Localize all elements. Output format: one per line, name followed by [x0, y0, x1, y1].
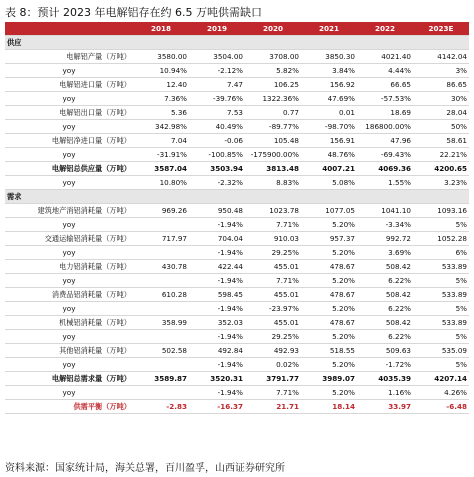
table-row: [5, 232, 469, 246]
table-cell: -1.94%: [189, 302, 245, 316]
table-row: [5, 134, 469, 148]
table-cell: [133, 246, 189, 260]
table-cell: 3503.94: [189, 162, 245, 176]
yoy-row: [5, 218, 469, 232]
row-label: 交通运输铝消耗量（万吨）: [5, 232, 133, 246]
table-cell: -31.91%: [133, 148, 189, 162]
table-cell: 7.71%: [245, 274, 301, 288]
table-cell: 478.67: [301, 288, 357, 302]
table-cell: [357, 190, 413, 204]
table-cell: 7.47: [189, 78, 245, 92]
table-cell: 8.83%: [245, 176, 301, 190]
table-cell: 455.01: [245, 260, 301, 274]
header-year: 2023E: [413, 22, 469, 36]
table-cell: 7.71%: [245, 386, 301, 400]
table-row: [5, 162, 469, 176]
table-cell: 969.26: [133, 204, 189, 218]
table-cell: 50%: [413, 120, 469, 134]
table-cell: 5.20%: [301, 246, 357, 260]
header-year: 2020: [245, 22, 301, 36]
yoy-row: [5, 120, 469, 134]
table-cell: 4142.04: [413, 50, 469, 64]
table-cell: 1052.28: [413, 232, 469, 246]
table-cell: 86.65: [413, 78, 469, 92]
row-label: 供需平衡（万吨）: [5, 400, 133, 414]
table-cell: 66.65: [357, 78, 413, 92]
yoy-row: [5, 358, 469, 372]
yoy-row: [5, 330, 469, 344]
table-cell: -23.97%: [245, 302, 301, 316]
table-cell: 5.20%: [301, 274, 357, 288]
table-row: [5, 344, 469, 358]
table-cell: 5.20%: [301, 386, 357, 400]
table-cell: 156.92: [301, 78, 357, 92]
header-label: [5, 22, 133, 36]
table-cell: 6.22%: [357, 330, 413, 344]
table-cell: -0.06: [189, 134, 245, 148]
yoy-row: [5, 176, 469, 190]
table-cell: 1077.05: [301, 204, 357, 218]
row-label: 机械铝消耗量（万吨）: [5, 316, 133, 330]
table-cell: 5%: [413, 330, 469, 344]
table-cell: 1322.36%: [245, 92, 301, 106]
table-cell: -6.48: [413, 400, 469, 414]
table-row: [5, 288, 469, 302]
row-label: 建筑地产消铝消耗量（万吨）: [5, 204, 133, 218]
table-cell: -1.94%: [189, 386, 245, 400]
row-label: yoy: [5, 92, 133, 106]
row-label: yoy: [5, 120, 133, 134]
yoy-row: [5, 302, 469, 316]
table-cell: 5.36: [133, 106, 189, 120]
table-cell: 533.89: [413, 316, 469, 330]
table-title: 表 8：预计 2023 年电解铝存在约 6.5 万吨供需缺口: [5, 6, 262, 19]
table-cell: 358.99: [133, 316, 189, 330]
row-label: yoy: [5, 64, 133, 78]
table-cell: -2.83: [133, 400, 189, 414]
table-cell: 106.25: [245, 78, 301, 92]
table-row: [5, 78, 469, 92]
row-label: yoy: [5, 358, 133, 372]
yoy-row: [5, 386, 469, 400]
table-cell: 4021.40: [357, 50, 413, 64]
table-cell: 33.97: [357, 400, 413, 414]
table-cell: [133, 274, 189, 288]
table-cell: 3589.87: [133, 372, 189, 386]
table-cell: 3520.31: [189, 372, 245, 386]
row-label: yoy: [5, 218, 133, 232]
table-cell: -100.85%: [189, 148, 245, 162]
table-cell: 18.69: [357, 106, 413, 120]
table-cell: [301, 36, 357, 50]
row-label: yoy: [5, 274, 133, 288]
table-cell: [245, 190, 301, 204]
table-cell: -57.53%: [357, 92, 413, 106]
table-cell: 508.42: [357, 288, 413, 302]
table-cell: 478.67: [301, 316, 357, 330]
table-cell: 47.96: [357, 134, 413, 148]
table-body: [5, 36, 469, 414]
table-cell: 6.22%: [357, 302, 413, 316]
table-row: [5, 204, 469, 218]
table-cell: -3.34%: [357, 218, 413, 232]
table-cell: 30%: [413, 92, 469, 106]
table-cell: 186800.00%: [357, 120, 413, 134]
row-label: 电力铝消耗量（万吨）: [5, 260, 133, 274]
table-cell: [133, 36, 189, 50]
table-cell: 4007.21: [301, 162, 357, 176]
table-cell: 10.80%: [133, 176, 189, 190]
table-cell: 533.89: [413, 288, 469, 302]
table-cell: 5%: [413, 274, 469, 288]
table-cell: 47.69%: [301, 92, 357, 106]
header-year: 2019: [189, 22, 245, 36]
table-cell: 10.94%: [133, 64, 189, 78]
table-cell: 950.48: [189, 204, 245, 218]
table-cell: 3587.04: [133, 162, 189, 176]
table-cell: 1.55%: [357, 176, 413, 190]
table-cell: 1.16%: [357, 386, 413, 400]
table-cell: [189, 36, 245, 50]
row-label: yoy: [5, 302, 133, 316]
table-cell: [133, 302, 189, 316]
table-cell: -1.72%: [357, 358, 413, 372]
table-cell: -2.12%: [189, 64, 245, 78]
section-row: [5, 190, 469, 204]
table-cell: 3%: [413, 64, 469, 78]
table-cell: [357, 36, 413, 50]
table-cell: 5.08%: [301, 176, 357, 190]
table-cell: 5.20%: [301, 330, 357, 344]
section-row: [5, 36, 469, 50]
table-cell: -2.32%: [189, 176, 245, 190]
table-cell: 1093.16: [413, 204, 469, 218]
table-cell: 0.01: [301, 106, 357, 120]
table-cell: 430.78: [133, 260, 189, 274]
table-cell: [189, 190, 245, 204]
row-label: 需求: [5, 190, 133, 204]
table-cell: 4.26%: [413, 386, 469, 400]
table-cell: 7.04: [133, 134, 189, 148]
table-cell: 957.37: [301, 232, 357, 246]
table-cell: 1041.10: [357, 204, 413, 218]
table-cell: 3989.07: [301, 372, 357, 386]
table-cell: 704.04: [189, 232, 245, 246]
table-cell: 4.44%: [357, 64, 413, 78]
row-label: 电解铝产量（万吨）: [5, 50, 133, 64]
table-cell: 455.01: [245, 316, 301, 330]
table-cell: 492.84: [189, 344, 245, 358]
row-label: yoy: [5, 176, 133, 190]
table-cell: 29.25%: [245, 246, 301, 260]
row-label: 电解铝总需求量（万吨）: [5, 372, 133, 386]
table-cell: [133, 190, 189, 204]
table-cell: 598.45: [189, 288, 245, 302]
table-cell: 4207.14: [413, 372, 469, 386]
table-cell: [413, 190, 469, 204]
yoy-row: [5, 64, 469, 78]
row-label: 电解铝进口量（万吨）: [5, 78, 133, 92]
yoy-row: [5, 92, 469, 106]
table-cell: 40.49%: [189, 120, 245, 134]
table-cell: 12.40: [133, 78, 189, 92]
table-cell: -16.37: [189, 400, 245, 414]
table-row: [5, 372, 469, 386]
row-label: yoy: [5, 330, 133, 344]
table-cell: 342.98%: [133, 120, 189, 134]
row-label: yoy: [5, 148, 133, 162]
table-cell: 3708.00: [245, 50, 301, 64]
table-cell: 18.14: [301, 400, 357, 414]
table-cell: 508.42: [357, 316, 413, 330]
table-cell: 533.89: [413, 260, 469, 274]
table-cell: 535.09: [413, 344, 469, 358]
source-note: 资料来源：国家统计局，海关总署，百川盈孚，山西证券研究所: [5, 463, 285, 474]
header-row: [5, 22, 469, 36]
table-cell: 717.97: [133, 232, 189, 246]
table-cell: 7.71%: [245, 218, 301, 232]
table-cell: 105.48: [245, 134, 301, 148]
row-label: 电解铝总供应量（万吨）: [5, 162, 133, 176]
table-cell: 3791.77: [245, 372, 301, 386]
table-row: [5, 260, 469, 274]
table-cell: 156.91: [301, 134, 357, 148]
table-row: [5, 106, 469, 120]
table-cell: 5.82%: [245, 64, 301, 78]
row-label: 消费品铝消耗量（万吨）: [5, 288, 133, 302]
table-cell: -1.94%: [189, 246, 245, 260]
row-label: 供应: [5, 36, 133, 50]
row-label: 电解铝出口量（万吨）: [5, 106, 133, 120]
table-cell: [301, 190, 357, 204]
table-cell: 3.84%: [301, 64, 357, 78]
table-cell: 4069.36: [357, 162, 413, 176]
table-cell: 5%: [413, 302, 469, 316]
table-cell: 509.63: [357, 344, 413, 358]
table-cell: 518.55: [301, 344, 357, 358]
table-cell: -1.94%: [189, 358, 245, 372]
row-label: 电解铝净进口量（万吨）: [5, 134, 133, 148]
header-year: 2022: [357, 22, 413, 36]
table-cell: [413, 36, 469, 50]
table-cell: 3.69%: [357, 246, 413, 260]
table-cell: 422.44: [189, 260, 245, 274]
yoy-row: [5, 274, 469, 288]
header-year: 2018: [133, 22, 189, 36]
table-cell: 0.02%: [245, 358, 301, 372]
table-cell: 5%: [413, 218, 469, 232]
table-cell: [133, 358, 189, 372]
table-cell: 22.21%: [413, 148, 469, 162]
table-cell: 3850.30: [301, 50, 357, 64]
table-cell: 5%: [413, 358, 469, 372]
row-label: yoy: [5, 386, 133, 400]
table-cell: 502.58: [133, 344, 189, 358]
table-cell: 0.77: [245, 106, 301, 120]
table-cell: 5.20%: [301, 218, 357, 232]
table-cell: 7.53: [189, 106, 245, 120]
table-cell: 3813.48: [245, 162, 301, 176]
table-cell: 455.01: [245, 288, 301, 302]
table-cell: [133, 218, 189, 232]
table-cell: 4035.39: [357, 372, 413, 386]
table-cell: -98.70%: [301, 120, 357, 134]
table-cell: 3504.00: [189, 50, 245, 64]
table-cell: 610.28: [133, 288, 189, 302]
supply-demand-table: [5, 22, 469, 414]
row-label: yoy: [5, 246, 133, 260]
table-cell: 5.20%: [301, 302, 357, 316]
table-row: [5, 50, 469, 64]
table-cell: -1.94%: [189, 218, 245, 232]
yoy-row: [5, 148, 469, 162]
table-cell: -69.43%: [357, 148, 413, 162]
table-cell: 6.22%: [357, 274, 413, 288]
table-cell: 478.67: [301, 260, 357, 274]
table-cell: 3580.00: [133, 50, 189, 64]
table-cell: -175900.00%: [245, 148, 301, 162]
table-row: [5, 400, 469, 414]
table-cell: 4200.65: [413, 162, 469, 176]
table-cell: [133, 330, 189, 344]
table-cell: 508.42: [357, 260, 413, 274]
table-cell: 5.20%: [301, 358, 357, 372]
table-cell: 58.61: [413, 134, 469, 148]
table-cell: 48.76%: [301, 148, 357, 162]
table-cell: [245, 36, 301, 50]
table-cell: [133, 386, 189, 400]
table-cell: -1.94%: [189, 274, 245, 288]
table-row: [5, 316, 469, 330]
table-cell: 492.93: [245, 344, 301, 358]
table-cell: 7.36%: [133, 92, 189, 106]
table-cell: 3.23%: [413, 176, 469, 190]
header-year: 2021: [301, 22, 357, 36]
table-cell: -39.76%: [189, 92, 245, 106]
table-cell: -1.94%: [189, 330, 245, 344]
table-cell: 29.25%: [245, 330, 301, 344]
table-cell: 28.04: [413, 106, 469, 120]
table-cell: 21.71: [245, 400, 301, 414]
table-cell: 6%: [413, 246, 469, 260]
yoy-row: [5, 246, 469, 260]
table-cell: 1023.78: [245, 204, 301, 218]
table-cell: 352.03: [189, 316, 245, 330]
table-cell: 910.03: [245, 232, 301, 246]
row-label: 其他铝消耗量（万吨）: [5, 344, 133, 358]
table-cell: -89.77%: [245, 120, 301, 134]
table-cell: 992.72: [357, 232, 413, 246]
